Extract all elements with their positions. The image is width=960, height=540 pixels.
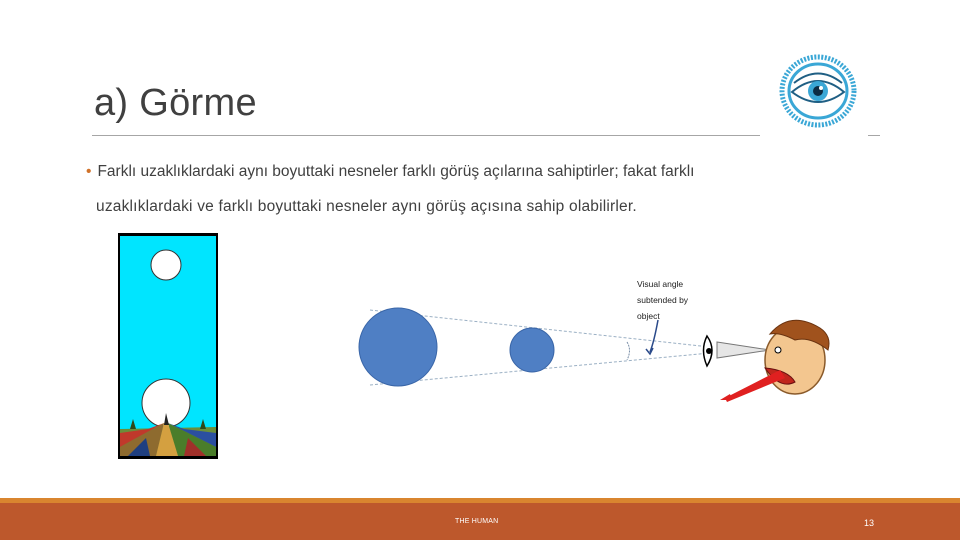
bullet-text-line1	[86, 163, 694, 181]
perspective-illustration	[118, 233, 218, 459]
visual-angle-diagram	[340, 270, 840, 420]
bullet-text-line2: uzaklıklardaki ve farklı boyuttaki nesneler aynı görüş açısına sahip olabilirler.	[96, 198, 637, 215]
visual-angle-label-1: Visual angle	[637, 279, 684, 289]
footer-accent-strip	[0, 498, 960, 503]
visual-angle-label-3: object	[637, 311, 660, 321]
title-divider-end	[868, 135, 880, 136]
far-large-object	[359, 308, 437, 386]
bullet-line1-text: Farklı uzaklıklardaki aynı boyuttaki nesneler farklı görüş açılarına sahiptirler; fakat farklı	[97, 163, 695, 180]
eye-logo-icon	[776, 52, 860, 130]
near-small-object	[510, 328, 554, 372]
bullet-marker-icon: •	[86, 163, 92, 180]
cartoon-person-icon	[717, 320, 829, 402]
footer-text: THE HUMAN	[455, 518, 499, 525]
visual-angle-label-2: subtended by	[637, 295, 689, 305]
page-number: 13	[864, 518, 875, 528]
slide-title: a) Görme	[94, 82, 257, 124]
title-divider	[92, 135, 760, 136]
angle-pointer-arrow	[650, 320, 658, 352]
